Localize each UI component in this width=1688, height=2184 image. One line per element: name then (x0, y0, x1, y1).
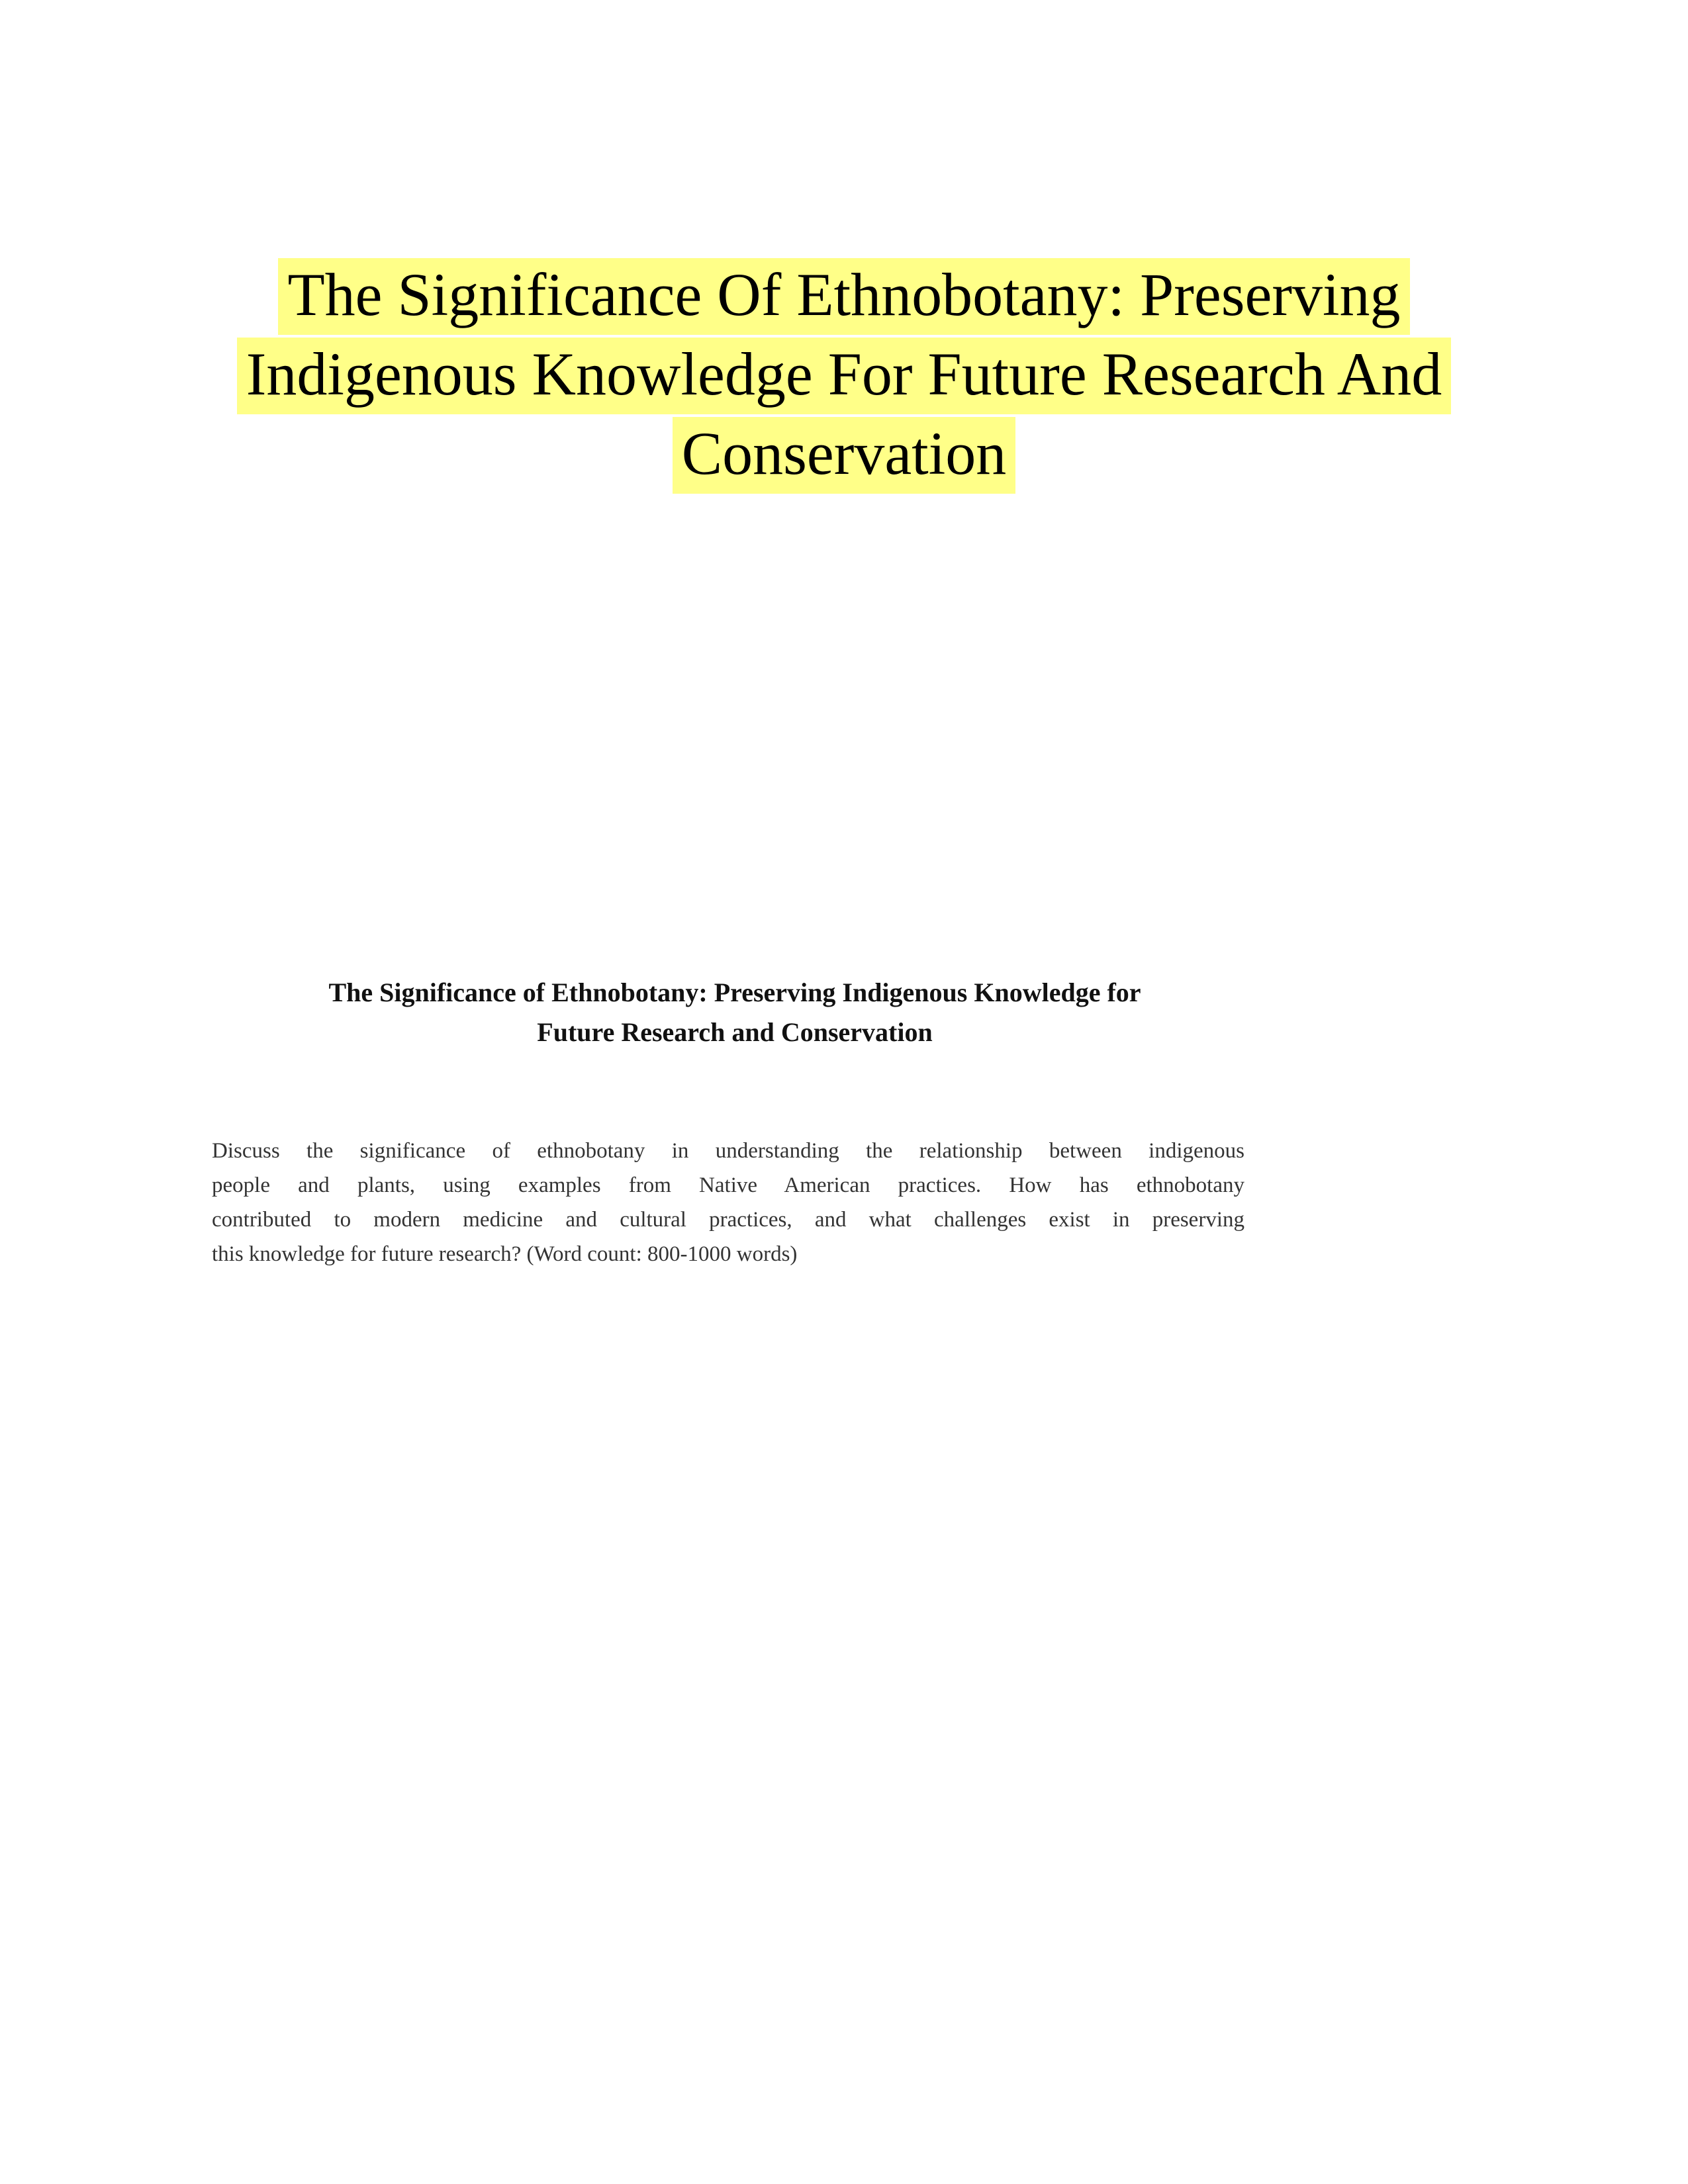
embedded-heading-line-2: Future Research and Conservation (537, 1017, 933, 1047)
main-title-line-3 (199, 414, 1489, 493)
main-title-line-1 (199, 255, 1489, 334)
prompt-line-1: Discuss the significance of ethnobotany in understanding the relationship between indigenous (212, 1139, 1244, 1163)
prompt-line-4: this knowledge for future research? (Word count: 800-1000 words) (212, 1242, 798, 1266)
embedded-document-image (199, 960, 1271, 1304)
prompt-line-2: people and plants, using examples from Native American practices. How has ethnobotany (212, 1173, 1244, 1197)
prompt-line-3: contributed to modern medicine and cultural practices, and what challenges exist in preserving (212, 1208, 1244, 1232)
main-title-line-2 (199, 334, 1489, 414)
title-highlight: The Significance Of Ethnobotany: Preserving (278, 258, 1409, 335)
embedded-prompt-paragraph (212, 1134, 1244, 1271)
embedded-heading-line-1: The Significance of Ethnobotany: Preserving Indigenous Knowledge for (328, 978, 1141, 1007)
title-highlight: Indigenous Knowledge For Future Research And (237, 338, 1451, 414)
title-highlight: Conservation (673, 417, 1016, 494)
main-title (199, 255, 1489, 493)
embedded-heading (199, 973, 1271, 1052)
